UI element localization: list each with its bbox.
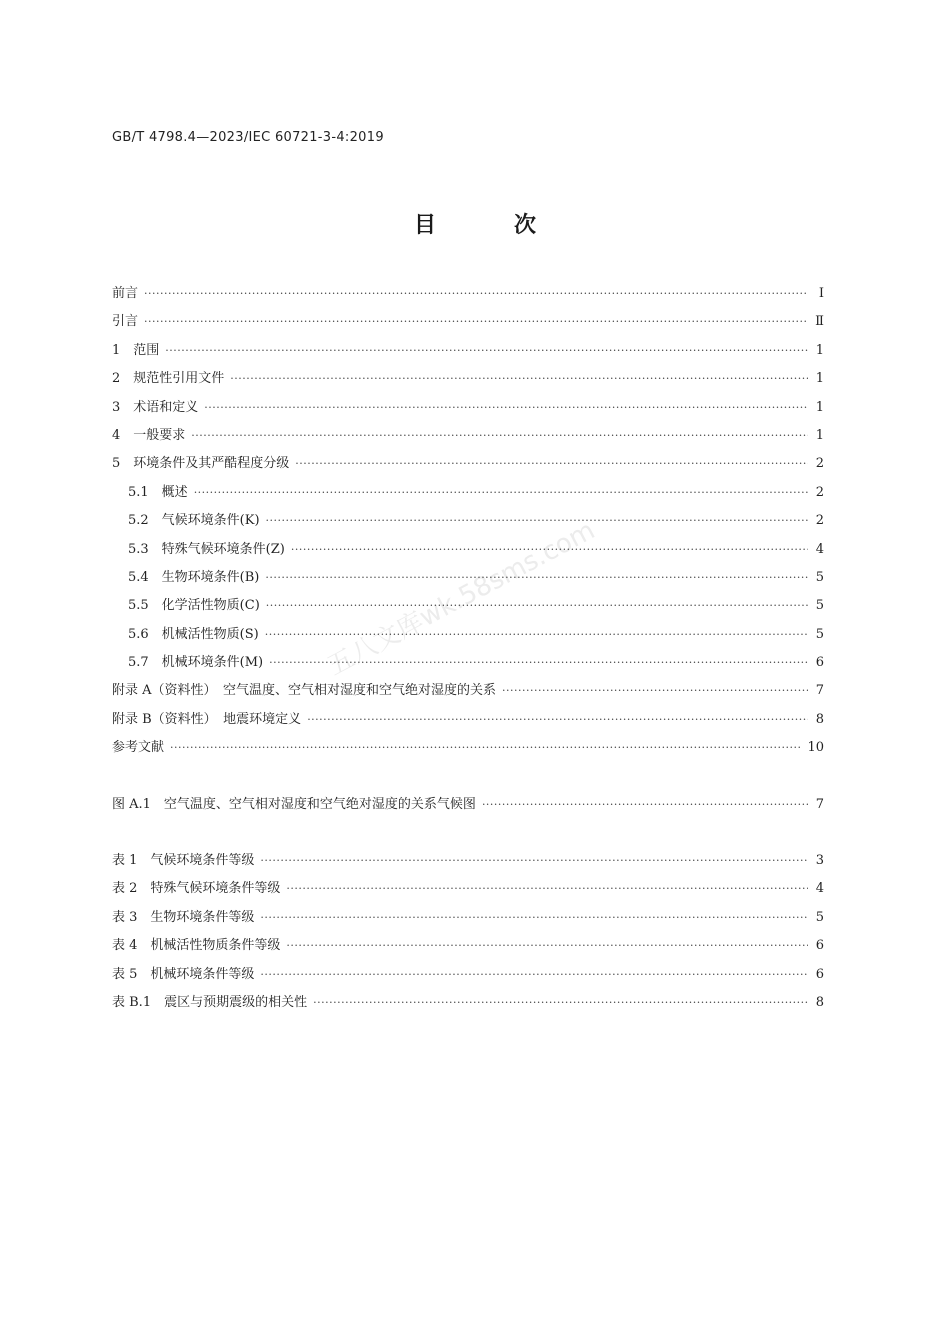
toc-entry-label: 4 一般要求 <box>112 427 186 443</box>
toc-entry[interactable] <box>112 310 824 338</box>
toc-leader-dots <box>230 372 808 385</box>
toc-leader-dots <box>286 939 808 952</box>
toc-entry-label: 5 环境条件及其严酷程度分级 <box>112 456 290 472</box>
toc-entry-page: 4 <box>815 881 824 897</box>
watermark: 五八文库wk.58sms.com <box>322 515 600 682</box>
toc-entry-page: 2 <box>815 484 824 500</box>
toc-entry-label: 表 2 特殊气候环境条件等级 <box>112 881 281 897</box>
toc-entry-page: 8 <box>815 711 824 727</box>
toc-entry-label: 表 5 机械环境条件等级 <box>112 966 255 982</box>
toc-entry-page: 1 <box>815 342 824 358</box>
toc-entry-label: 5.7 机械环境条件(M) <box>128 655 264 671</box>
toc-entry[interactable] <box>112 538 824 566</box>
toc-entry[interactable] <box>112 396 824 424</box>
toc-gap <box>112 765 824 793</box>
toc-entry-page: 6 <box>815 938 824 954</box>
toc-entry[interactable] <box>112 736 824 764</box>
toc-leader-dots <box>144 287 808 300</box>
toc-entry-label: 图 A.1 空气温度、空气相对湿度和空气绝对湿度的关系气候图 <box>112 796 476 812</box>
toc-entry[interactable] <box>112 708 824 736</box>
toc-entry[interactable] <box>112 367 824 395</box>
toc-entry[interactable] <box>112 282 824 310</box>
toc-entry-page: 7 <box>815 683 824 699</box>
toc-leader-dots <box>260 854 808 867</box>
toc-entry-page: 5 <box>815 626 824 642</box>
toc-entry[interactable] <box>112 566 824 594</box>
toc-entry-label: 引言 <box>112 314 139 330</box>
toc-entry-label: 1 范围 <box>112 342 160 358</box>
toc-entry-page: 5 <box>815 569 824 585</box>
toc-entry-label: 表 1 气候环境条件等级 <box>112 853 255 869</box>
toc-leader-dots <box>266 514 808 527</box>
toc-entry-label: 参考文献 <box>112 740 165 756</box>
toc-leader-dots <box>286 882 808 895</box>
toc-entry-page: 5 <box>815 598 824 614</box>
toc-leader-dots <box>313 996 808 1009</box>
toc-entry-page: 3 <box>815 853 824 869</box>
toc-leader-dots <box>482 798 808 811</box>
toc-entry-page: 1 <box>815 371 824 387</box>
toc-leader-dots <box>194 486 808 499</box>
toc-leader-dots <box>260 911 808 924</box>
toc-entry-page: 10 <box>807 740 824 756</box>
toc-entry[interactable] <box>112 452 824 480</box>
toc-entry[interactable] <box>112 679 824 707</box>
toc-leader-dots <box>265 571 808 584</box>
toc-entry-page: 6 <box>815 655 824 671</box>
toc-entry-page: 1 <box>815 399 824 415</box>
toc-entry-page: 1 <box>815 427 824 443</box>
toc-entry[interactable] <box>112 594 824 622</box>
toc-entry[interactable] <box>112 481 824 509</box>
toc-entry-label: 5.3 特殊气候环境条件(Z) <box>128 541 285 557</box>
toc-entry-page: Ⅱ <box>815 314 824 330</box>
toc-tables <box>112 849 824 1019</box>
toc-entry-label: 前言 <box>112 286 139 301</box>
toc-entry-label: 5.1 概述 <box>128 484 188 500</box>
toc-entry-page: 4 <box>815 541 824 557</box>
toc-leader-dots <box>204 401 808 414</box>
document-number: GB/T 4798.4—2023/IEC 60721-3-4:2019 <box>112 130 384 145</box>
toc-entry[interactable] <box>112 424 824 452</box>
toc-entry[interactable] <box>112 877 824 905</box>
toc-gap <box>112 821 824 849</box>
toc-leader-dots <box>191 429 808 442</box>
toc-entry[interactable] <box>112 906 824 934</box>
toc-entry[interactable] <box>112 651 824 679</box>
toc-entry-label: 2 规范性引用文件 <box>112 371 225 387</box>
toc-entry-page: 7 <box>815 796 824 812</box>
toc-leader-dots <box>260 968 808 981</box>
toc-entry[interactable] <box>112 849 824 877</box>
toc-entry-label: 表 B.1 震区与预期震级的相关性 <box>112 994 308 1010</box>
toc-entry-page: 2 <box>815 513 824 529</box>
toc-entry[interactable] <box>112 963 824 991</box>
toc-entry-page: 6 <box>815 966 824 982</box>
toc-entry[interactable] <box>112 509 824 537</box>
page-title: 目 次 <box>413 213 564 238</box>
toc-leader-dots <box>165 344 808 357</box>
toc-entry-page: 5 <box>815 909 824 925</box>
toc-entry[interactable] <box>112 934 824 962</box>
toc-entry[interactable] <box>112 339 824 367</box>
table-of-contents <box>112 282 824 1019</box>
toc-leader-dots <box>291 543 808 556</box>
toc-entry-label: 5.4 生物环境条件(B) <box>128 569 260 585</box>
toc-entry-label: 附录 A（资料性） 空气温度、空气相对湿度和空气绝对湿度的关系 <box>112 683 497 699</box>
toc-entry-label: 表 4 机械活性物质条件等级 <box>112 938 281 954</box>
toc-leader-dots <box>265 628 808 641</box>
toc-leader-dots <box>295 457 808 470</box>
toc-entry-label: 5.2 气候环境条件(K) <box>128 513 260 529</box>
toc-figures <box>112 793 824 821</box>
toc-leader-dots <box>170 741 801 754</box>
toc-leader-dots <box>269 656 808 669</box>
toc-entry-label: 表 3 生物环境条件等级 <box>112 909 255 925</box>
toc-leader-dots <box>307 713 808 726</box>
toc-entry-page: 2 <box>815 456 824 472</box>
toc-entry-page: 8 <box>815 994 824 1010</box>
toc-leader-dots <box>266 599 808 612</box>
toc-entry-label: 附录 B（资料性） 地震环境定义 <box>112 711 302 727</box>
toc-entry[interactable] <box>112 991 824 1019</box>
toc-entry-label: 5.6 机械活性物质(S) <box>128 626 259 642</box>
toc-leader-dots <box>144 315 808 328</box>
toc-entry[interactable] <box>112 793 824 821</box>
toc-entry-label: 5.5 化学活性物质(C) <box>128 598 260 614</box>
toc-entry[interactable] <box>112 623 824 651</box>
toc-leader-dots <box>502 684 808 697</box>
toc-entry-label: 3 术语和定义 <box>112 399 199 415</box>
toc-entry-page: Ⅰ <box>818 286 824 301</box>
toc-sections <box>112 282 824 765</box>
